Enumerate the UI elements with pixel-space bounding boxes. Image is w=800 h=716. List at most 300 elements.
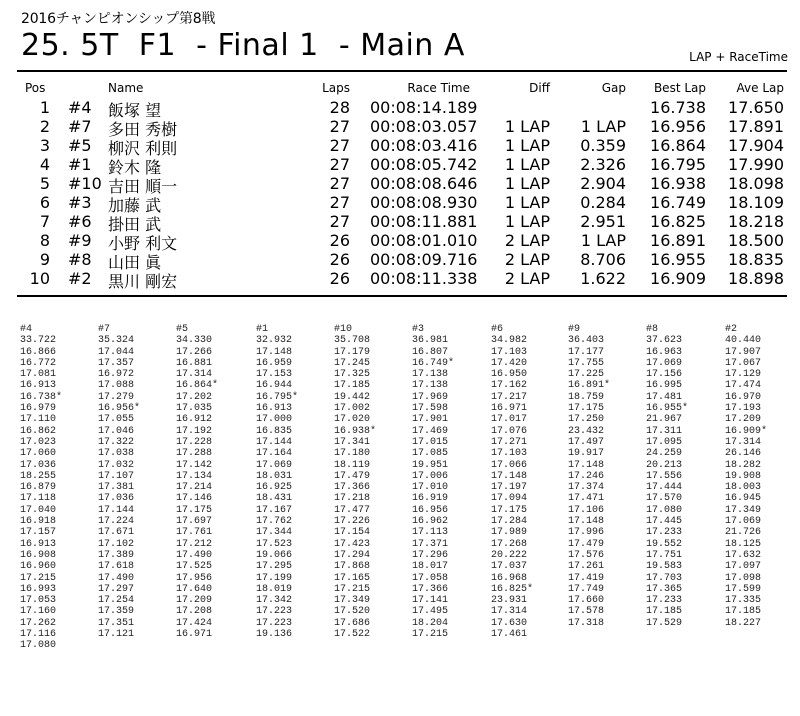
lap-time: 17.223 [256, 617, 293, 629]
cell-pos: 10 [29, 269, 50, 288]
lap-time: 17.525 [176, 561, 213, 573]
cell-pos: 9 [39, 250, 50, 269]
lap-time: 17.989 [491, 527, 528, 539]
lap-time: 16.913 [256, 403, 293, 415]
cell-gap: 2.326 [580, 155, 626, 174]
col-header-best-lap: Best Lap [653, 81, 706, 95]
lap-time: 17.080 [646, 504, 683, 516]
lap-time: 16.807 [412, 346, 449, 358]
lap-column [568, 324, 610, 629]
lap-time: 17.901 [412, 414, 449, 426]
cell-pos: 8 [39, 231, 50, 250]
lap-time: 17.228 [176, 436, 213, 448]
cell-race-time: 00:08:08.646 [370, 174, 478, 193]
cell-race-time: 00:08:14.189 [370, 98, 478, 117]
lap-time: 17.037 [491, 561, 528, 573]
lap-column [334, 324, 376, 640]
lap-time: 17.134 [176, 470, 213, 482]
lap-time: 17.868 [334, 561, 371, 573]
lap-time: 23.432 [568, 425, 605, 437]
lap-time: 17.497 [568, 436, 605, 448]
lap-time: 17.110 [20, 414, 57, 426]
cell-gap: 0.284 [580, 193, 626, 212]
lap-time: 20.222 [491, 549, 528, 561]
lap-time: 17.599 [725, 583, 762, 595]
lap-time: 17.314 [491, 606, 528, 618]
lap-time: 17.288 [176, 448, 213, 460]
lap-time: 17.067 [725, 357, 762, 369]
lap-time: 17.495 [412, 606, 449, 618]
cell-ave-lap: 18.835 [728, 250, 784, 269]
cell-ave-lap: 17.990 [728, 155, 784, 174]
lap-time: 17.296 [412, 549, 449, 561]
cell-diff: 1 LAP [504, 212, 550, 231]
lap-time: 17.162 [491, 380, 528, 392]
lap-time: 17.371 [412, 538, 449, 550]
lap-time: 17.996 [568, 527, 605, 539]
lap-column [256, 324, 298, 640]
lap-time: 17.144 [256, 436, 293, 448]
lap-time: 17.129 [725, 369, 762, 381]
lap-time: 18.431 [256, 493, 293, 505]
lap-time: 16.908 [20, 549, 57, 561]
bottom-rule [17, 295, 787, 297]
lap-time: 17.751 [646, 549, 683, 561]
lap-time: 17.006 [412, 470, 449, 482]
lap-time: 17.121 [98, 629, 135, 641]
lap-time: 17.088 [98, 380, 135, 392]
lap-time: 17.749 [568, 583, 605, 595]
cell-best-lap: 16.956 [650, 117, 706, 136]
lap-time: 17.217 [491, 391, 528, 403]
lap-column-header: #2 [725, 324, 738, 335]
cell-best-lap: 16.825 [650, 212, 706, 231]
page-title: 25. 5T F1 - Final 1 - Main A [21, 28, 465, 63]
lap-time: 19.552 [646, 538, 683, 550]
cell-diff: 1 LAP [504, 136, 550, 155]
cell-gap: 1 LAP [580, 231, 626, 250]
lap-time: 18.255 [20, 470, 57, 482]
cell-race-time: 00:08:11.338 [370, 269, 478, 288]
cell-laps: 27 [329, 193, 350, 212]
cell-driver-name: 黒川 剛宏 [108, 272, 178, 291]
lap-time: 19.917 [568, 448, 605, 460]
lap-time: 16.795* [256, 391, 299, 403]
lap-time: 17.471 [568, 493, 605, 505]
lap-time: 17.697 [176, 516, 213, 528]
lap-time: 16.960 [20, 561, 57, 573]
cell-ave-lap: 18.098 [728, 174, 784, 193]
cell-driver-name: 多田 秀樹 [108, 120, 178, 139]
lap-time: 16.968 [491, 572, 528, 584]
cell-diff: 1 LAP [504, 155, 550, 174]
lap-time: 17.686 [334, 617, 371, 629]
lap-time: 17.156 [646, 369, 683, 381]
col-header-name: Name [108, 81, 144, 95]
lap-time: 17.660 [568, 595, 605, 607]
lap-time: 17.335 [725, 595, 762, 607]
lap-time: 17.956 [176, 572, 213, 584]
cell-laps: 26 [329, 250, 350, 269]
lap-time: 17.366 [412, 583, 449, 595]
lap-time: 19.583 [646, 561, 683, 573]
cell-laps: 26 [329, 231, 350, 250]
lap-column-header: #10 [334, 324, 353, 335]
cell-best-lap: 16.795 [650, 155, 706, 174]
lap-time: 16.864* [176, 380, 219, 392]
lap-time: 17.474 [725, 380, 762, 392]
lap-time: 17.209 [725, 414, 762, 426]
lap-time: 17.671 [98, 527, 135, 539]
cell-driver-name: 加藤 武 [108, 196, 162, 215]
lap-time: 17.113 [412, 527, 449, 539]
lap-time: 17.223 [256, 606, 293, 618]
cell-race-time: 00:08:09.716 [370, 250, 478, 269]
lap-time: 16.956* [98, 403, 141, 415]
cell-ave-lap: 17.904 [728, 136, 784, 155]
lap-time: 17.138 [412, 380, 449, 392]
lap-time: 17.038 [98, 448, 135, 460]
lap-time: 17.254 [98, 595, 135, 607]
cell-best-lap: 16.938 [650, 174, 706, 193]
table-row [0, 174, 800, 196]
lap-time: 17.349 [725, 504, 762, 516]
lap-time: 17.202 [176, 391, 213, 403]
lap-time: 19.908 [725, 470, 762, 482]
lap-time: 17.357 [98, 357, 135, 369]
lap-time: 35.708 [334, 335, 371, 347]
lap-time: 17.490 [98, 572, 135, 584]
table-row [0, 193, 800, 215]
lap-time: 17.046 [98, 425, 135, 437]
lap-time: 17.279 [98, 391, 135, 403]
cell-pos: 3 [39, 136, 50, 155]
lap-time: 17.314 [725, 436, 762, 448]
lap-time: 17.035 [176, 403, 213, 415]
cell-car-number: #4 [68, 98, 92, 117]
lap-time: 18.759 [568, 391, 605, 403]
lap-time: 17.761 [176, 527, 213, 539]
cell-race-time: 00:08:08.930 [370, 193, 478, 212]
lap-time: 17.175 [176, 504, 213, 516]
cell-best-lap: 16.749 [650, 193, 706, 212]
lap-time: 19.442 [334, 391, 371, 403]
table-row [0, 231, 800, 253]
lap-time: 17.556 [646, 470, 683, 482]
cell-best-lap: 16.955 [650, 250, 706, 269]
lap-time: 17.146 [176, 493, 213, 505]
lap-time: 16.891* [568, 380, 611, 392]
lap-time: 17.703 [646, 572, 683, 584]
lap-time: 19.066 [256, 549, 293, 561]
lap-time: 16.971 [491, 403, 528, 415]
lap-time: 16.866 [20, 346, 57, 358]
cell-laps: 28 [329, 98, 350, 117]
lap-time: 17.215 [334, 583, 371, 595]
cell-car-number: #3 [68, 193, 92, 212]
cell-car-number: #6 [68, 212, 92, 231]
lap-time: 26.146 [725, 448, 762, 460]
lap-time: 17.095 [646, 436, 683, 448]
lap-time: 17.266 [176, 346, 213, 358]
lap-time: 21.726 [725, 527, 762, 539]
lap-time: 17.341 [334, 436, 371, 448]
lap-time: 17.214 [176, 482, 213, 494]
cell-car-number: #5 [68, 136, 92, 155]
lap-time: 17.060 [20, 448, 57, 460]
lap-time: 17.069 [725, 516, 762, 528]
lap-column [98, 324, 140, 640]
lap-time: 17.578 [568, 606, 605, 618]
lap-time: 18.227 [725, 617, 762, 629]
lap-time: 16.881 [176, 357, 213, 369]
lap-time: 17.177 [568, 346, 605, 358]
lap-time: 16.738* [20, 391, 63, 403]
lap-time: 17.294 [334, 549, 371, 561]
lap-time: 17.180 [334, 448, 371, 460]
lap-time: 16.925 [256, 482, 293, 494]
cell-driver-name: 飯塚 望 [108, 101, 162, 120]
lap-time: 17.262 [20, 617, 57, 629]
lap-time: 18.282 [725, 459, 762, 471]
lap-time: 17.755 [568, 357, 605, 369]
col-header-diff: Diff [529, 81, 550, 95]
cell-pos: 1 [39, 98, 50, 117]
cell-laps: 27 [329, 174, 350, 193]
lap-time: 16.963 [646, 346, 683, 358]
lap-time: 17.023 [20, 436, 57, 448]
lap-time: 16.950 [491, 369, 528, 381]
lap-column-header: #7 [98, 324, 111, 335]
lap-time: 17.153 [256, 369, 293, 381]
lap-time: 36.403 [568, 335, 605, 347]
cell-pos: 6 [39, 193, 50, 212]
lap-time: 17.103 [491, 448, 528, 460]
lap-time: 17.297 [98, 583, 135, 595]
lap-time: 17.314 [176, 369, 213, 381]
lap-time: 35.324 [98, 335, 135, 347]
lap-time: 17.044 [98, 346, 135, 358]
lap-time: 17.598 [412, 403, 449, 415]
lap-time: 16.995 [646, 380, 683, 392]
cell-diff: 2 LAP [504, 250, 550, 269]
cell-laps: 27 [329, 117, 350, 136]
cell-diff: 1 LAP [504, 174, 550, 193]
lap-time: 20.213 [646, 459, 683, 471]
lap-time: 33.722 [20, 335, 57, 347]
cell-best-lap: 16.738 [650, 98, 706, 117]
lap-time: 17.322 [98, 436, 135, 448]
lap-column [646, 324, 688, 629]
lap-time: 17.226 [334, 516, 371, 528]
lap-time: 17.107 [98, 470, 135, 482]
lap-column [176, 324, 218, 640]
lap-time: 17.419 [568, 572, 605, 584]
lap-time: 16.912 [176, 414, 213, 426]
lap-time: 21.967 [646, 414, 683, 426]
cell-laps: 26 [329, 269, 350, 288]
lap-time: 17.523 [256, 538, 293, 550]
lap-time: 17.080 [20, 640, 57, 652]
lap-time: 17.481 [646, 391, 683, 403]
cell-driver-name: 掛田 武 [108, 215, 162, 234]
lap-time: 17.212 [176, 538, 213, 550]
lap-time: 17.103 [491, 346, 528, 358]
lap-column-header: #3 [412, 324, 425, 335]
lap-time: 17.116 [20, 629, 57, 641]
lap-time: 17.036 [20, 459, 57, 471]
lap-time: 17.148 [568, 516, 605, 528]
cell-driver-name: 吉田 順一 [108, 177, 178, 196]
lap-time: 17.907 [725, 346, 762, 358]
lap-time: 16.919 [412, 493, 449, 505]
cell-driver-name: 山田 眞 [108, 253, 162, 272]
lap-time: 17.157 [20, 527, 57, 539]
lap-time: 17.477 [334, 504, 371, 516]
cell-best-lap: 16.891 [650, 231, 706, 250]
lap-time: 17.069 [646, 357, 683, 369]
table-row [0, 136, 800, 158]
lap-time: 17.148 [568, 459, 605, 471]
lap-time: 17.040 [20, 504, 57, 516]
event-subtitle: 2016チャンピオンシップ第8戦 [21, 11, 216, 27]
cell-ave-lap: 18.218 [728, 212, 784, 231]
lap-time: 17.085 [412, 448, 449, 460]
lap-time: 17.225 [568, 369, 605, 381]
lap-time: 17.066 [491, 459, 528, 471]
lap-time: 16.879 [20, 482, 57, 494]
lap-time: 17.245 [334, 357, 371, 369]
lap-time: 17.192 [176, 425, 213, 437]
lap-time: 17.160 [20, 606, 57, 618]
lap-time: 17.148 [256, 346, 293, 358]
lap-time: 17.069 [256, 459, 293, 471]
lap-time: 17.311 [646, 425, 683, 437]
lap-time: 16.749* [412, 357, 455, 369]
lap-time: 17.424 [176, 617, 213, 629]
lap-time: 17.233 [646, 595, 683, 607]
lap-time: 17.036 [98, 493, 135, 505]
lap-time: 18.119 [334, 459, 371, 471]
lap-column [725, 324, 767, 629]
col-header-race-time: Race Time [407, 81, 470, 95]
lap-time: 17.233 [646, 527, 683, 539]
lap-time: 18.204 [412, 617, 449, 629]
lap-time: 23.931 [491, 595, 528, 607]
lap-time: 17.342 [256, 595, 293, 607]
cell-car-number: #2 [68, 269, 92, 288]
lap-time: 16.979 [20, 403, 57, 415]
lap-time: 17.318 [568, 617, 605, 629]
lap-time: 17.423 [334, 538, 371, 550]
lap-time: 18.125 [725, 538, 762, 550]
cell-laps: 27 [329, 155, 350, 174]
lap-time: 17.284 [491, 516, 528, 528]
cell-car-number: #9 [68, 231, 92, 250]
lap-time: 16.959 [256, 357, 293, 369]
lap-time: 17.098 [725, 572, 762, 584]
lap-time: 17.215 [20, 572, 57, 584]
lap-time: 16.971 [176, 629, 213, 641]
cell-best-lap: 16.909 [650, 269, 706, 288]
lap-time: 19.951 [412, 459, 449, 471]
lap-time: 17.366 [334, 482, 371, 494]
lap-time: 17.344 [256, 527, 293, 539]
lap-time: 17.490 [176, 549, 213, 561]
cell-car-number: #10 [68, 174, 102, 193]
cell-laps: 27 [329, 136, 350, 155]
lap-time: 17.469 [412, 425, 449, 437]
table-row [0, 155, 800, 177]
table-row [0, 117, 800, 139]
cell-race-time: 00:08:01.010 [370, 231, 478, 250]
lap-time: 36.981 [412, 335, 449, 347]
cell-ave-lap: 17.650 [728, 98, 784, 117]
lap-time: 17.365 [646, 583, 683, 595]
lap-time: 17.570 [646, 493, 683, 505]
lap-time: 16.835 [256, 425, 293, 437]
cell-gap: 2.951 [580, 212, 626, 231]
cell-car-number: #7 [68, 117, 92, 136]
lap-time: 17.359 [98, 606, 135, 618]
timing-format-label: LAP + RaceTime [689, 50, 788, 64]
cell-ave-lap: 18.500 [728, 231, 784, 250]
cell-pos: 5 [39, 174, 50, 193]
lap-time: 17.020 [334, 414, 371, 426]
lap-time: 17.148 [491, 470, 528, 482]
cell-gap: 0.359 [580, 136, 626, 155]
cell-race-time: 00:08:03.416 [370, 136, 478, 155]
lap-time: 17.097 [725, 561, 762, 573]
cell-car-number: #1 [68, 155, 92, 174]
lap-time: 17.141 [412, 595, 449, 607]
cell-ave-lap: 18.898 [728, 269, 784, 288]
lap-time: 17.479 [568, 538, 605, 550]
lap-time: 17.218 [334, 493, 371, 505]
cell-ave-lap: 17.891 [728, 117, 784, 136]
lap-time: 17.389 [98, 549, 135, 561]
cell-pos: 2 [39, 117, 50, 136]
cell-race-time: 00:08:11.881 [370, 212, 478, 231]
lap-time: 17.295 [256, 561, 293, 573]
lap-time: 17.106 [568, 504, 605, 516]
lap-time: 16.918 [20, 516, 57, 528]
lap-time: 17.576 [568, 549, 605, 561]
lap-time: 16.909* [725, 425, 768, 437]
cell-race-time: 00:08:03.057 [370, 117, 478, 136]
table-row [0, 212, 800, 234]
lap-time: 17.640 [176, 583, 213, 595]
lap-time: 17.142 [176, 459, 213, 471]
lap-time: 17.138 [412, 369, 449, 381]
table-row [0, 269, 800, 291]
cell-driver-name: 小野 利文 [108, 234, 178, 253]
lap-time: 16.945 [725, 493, 762, 505]
cell-gap: 1.622 [580, 269, 626, 288]
lap-time: 17.215 [412, 629, 449, 641]
lap-time: 37.623 [646, 335, 683, 347]
lap-column-header: #9 [568, 324, 581, 335]
lap-time: 18.019 [256, 583, 293, 595]
lap-time: 16.825* [491, 583, 534, 595]
lap-time: 17.271 [491, 436, 528, 448]
lap-time: 17.165 [334, 572, 371, 584]
lap-time: 17.102 [98, 538, 135, 550]
lap-time: 17.094 [491, 493, 528, 505]
lap-time: 17.015 [412, 436, 449, 448]
lap-time: 17.250 [568, 414, 605, 426]
cell-gap: 8.706 [580, 250, 626, 269]
